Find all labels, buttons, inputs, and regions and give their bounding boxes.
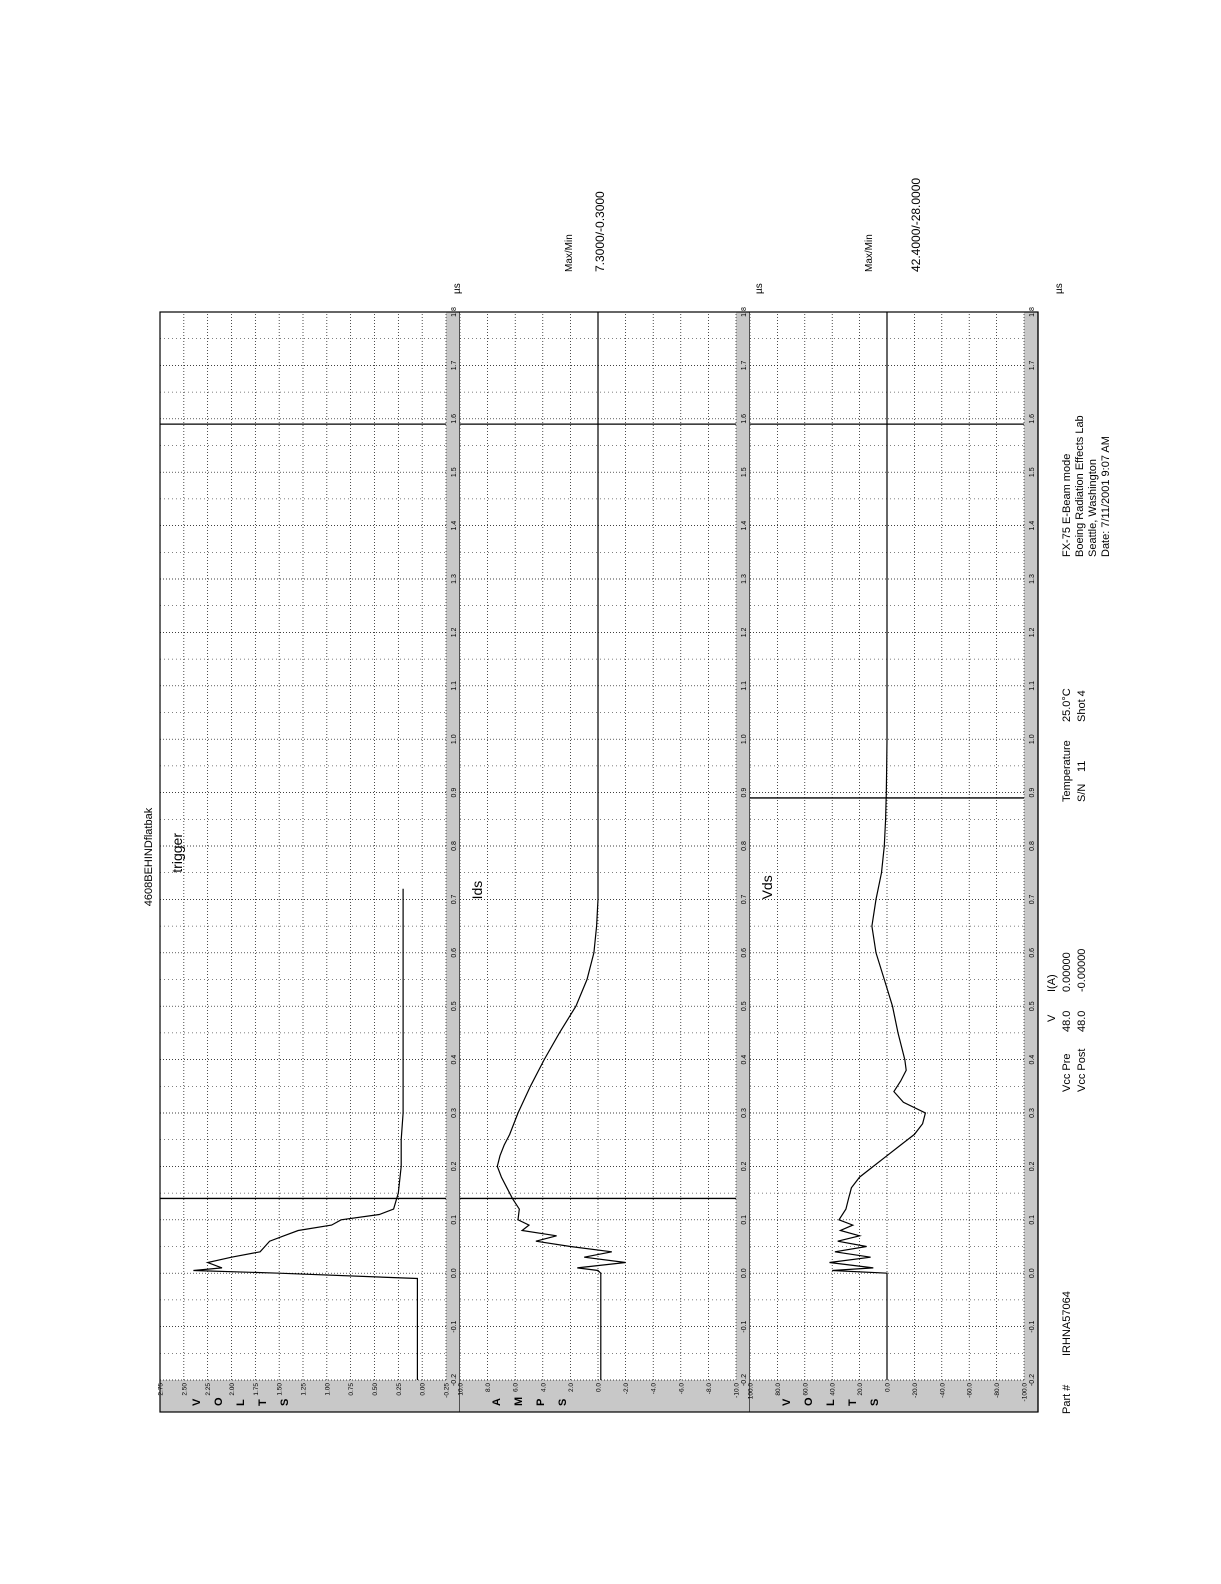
y-tick-label: 2.0 bbox=[567, 1383, 575, 1393]
x-tick-label: -0.1 bbox=[741, 1320, 748, 1333]
y-axis-letter: V bbox=[781, 1398, 793, 1406]
x-tick-label: -0.2 bbox=[741, 1373, 748, 1387]
y-tick-label: -60.0 bbox=[966, 1383, 974, 1398]
x-tick-label: 0.4 bbox=[1029, 1054, 1036, 1065]
x-tick-label: 0.5 bbox=[1029, 1001, 1036, 1012]
y-tick-label: 1.25 bbox=[300, 1383, 308, 1396]
report-footer bbox=[1046, 415, 1112, 1414]
x-tick-label: 1.4 bbox=[741, 520, 748, 531]
y-axis-letter: T bbox=[257, 1399, 269, 1406]
sn-value: 11 bbox=[1076, 760, 1088, 772]
x-tick-label: 0.9 bbox=[451, 787, 458, 798]
ids-maxmin-value: 7.3000/-0.3000 bbox=[593, 191, 607, 272]
ids-panel bbox=[458, 307, 751, 1412]
x-tick-label: 0.9 bbox=[741, 787, 748, 798]
y-tick-label: 0.75 bbox=[348, 1383, 356, 1396]
y-tick-label: 6.0 bbox=[512, 1383, 520, 1393]
x-tick-label: 0.7 bbox=[1029, 894, 1036, 905]
part-value: IRHNA57064 bbox=[1061, 1291, 1073, 1356]
y-tick-label: -2.0 bbox=[623, 1383, 631, 1395]
y-axis-letter: L bbox=[825, 1399, 837, 1406]
y-tick-label: 60.0 bbox=[802, 1383, 810, 1396]
vcc-post-label: Vcc Post bbox=[1076, 1048, 1088, 1092]
x-tick-label: 0.8 bbox=[741, 841, 748, 851]
x-tick-label: 1.3 bbox=[741, 574, 748, 584]
x-tick-label: 0.7 bbox=[451, 894, 458, 905]
ids-maxmin-label: Max/Min bbox=[564, 234, 575, 272]
trigger-panel bbox=[158, 307, 461, 1412]
y-tick-label: 0.25 bbox=[395, 1383, 403, 1396]
panel-label: Ids bbox=[469, 880, 485, 900]
y-axis-letter: S bbox=[279, 1398, 291, 1406]
x-unit-label-2: µs bbox=[754, 283, 765, 294]
y-axis-letter: A bbox=[491, 1398, 503, 1406]
x-tick-label: 0.9 bbox=[1029, 787, 1036, 798]
x-tick-label: 0.7 bbox=[741, 894, 748, 905]
x-tick-label: 1.6 bbox=[1029, 413, 1036, 424]
x-tick-label: 1.3 bbox=[1029, 574, 1036, 584]
y-tick-label: -40.0 bbox=[939, 1383, 947, 1398]
lab-line-2: Boeing Radiation Effects Lab bbox=[1074, 415, 1086, 557]
x-tick-label: -0.1 bbox=[1029, 1320, 1036, 1333]
x-tick-label: 1.1 bbox=[451, 680, 458, 691]
lab-line-4: Date: 7/11/2001 9:07 AM bbox=[1100, 436, 1112, 557]
i-header: I(A) bbox=[1046, 974, 1058, 992]
vcc-pre-label: Vcc Pre bbox=[1061, 1053, 1073, 1092]
x-tick-label: 1.1 bbox=[741, 680, 748, 691]
x-tick-label: -0.1 bbox=[451, 1320, 458, 1333]
x-tick-label: 1.4 bbox=[451, 520, 458, 531]
vcc-pre-i: 0.00000 bbox=[1061, 952, 1073, 992]
vds-maxmin-label: Max/Min bbox=[864, 234, 875, 272]
x-unit-label-3: µs bbox=[1054, 283, 1065, 294]
y-axis-letter: T bbox=[847, 1399, 859, 1406]
panel-label: Vds bbox=[759, 875, 775, 900]
x-tick-label: 0.2 bbox=[1029, 1161, 1036, 1172]
vds-panel bbox=[748, 307, 1039, 1412]
x-tick-label: 1.5 bbox=[741, 467, 748, 478]
x-tick-label: 1.3 bbox=[451, 574, 458, 584]
x-tick-label: 0.0 bbox=[451, 1268, 458, 1279]
lab-line-1: FX-75 E-Beam mode bbox=[1061, 453, 1073, 557]
y-tick-label: 4.0 bbox=[540, 1383, 548, 1393]
x-tick-label: 0.5 bbox=[741, 1001, 748, 1012]
x-tick-label: 0.3 bbox=[741, 1108, 748, 1118]
x-tick-label: 0.0 bbox=[1029, 1268, 1036, 1279]
y-tick-label: 0.00 bbox=[419, 1383, 427, 1396]
y-tick-label: 1.50 bbox=[276, 1383, 284, 1396]
y-tick-label: 10.0 bbox=[457, 1383, 465, 1396]
x-tick-label: -0.2 bbox=[1029, 1373, 1036, 1387]
x-tick-label: 1.8 bbox=[741, 307, 748, 317]
y-tick-label: -20.0 bbox=[911, 1383, 919, 1398]
x-tick-label: 0.1 bbox=[451, 1214, 458, 1225]
x-tick-label: 0.0 bbox=[741, 1268, 748, 1279]
y-tick-label: 0.50 bbox=[372, 1383, 379, 1396]
x-tick-label: 1.5 bbox=[451, 467, 458, 478]
x-tick-label: 0.2 bbox=[451, 1161, 458, 1172]
y-tick-label: -80.0 bbox=[994, 1383, 1002, 1398]
vds-maxmin-value: 42.4000/-28.0000 bbox=[909, 177, 923, 272]
temperature-value: 25.0°C bbox=[1061, 688, 1073, 722]
x-tick-label: 1.0 bbox=[741, 734, 748, 745]
vcc-post-i: -0.00000 bbox=[1076, 948, 1088, 992]
x-tick-label: 1.2 bbox=[1029, 627, 1036, 638]
y-tick-label: -0.25 bbox=[443, 1383, 451, 1398]
vcc-post-v: 48.0 bbox=[1076, 1010, 1088, 1032]
y-tick-label: -4.0 bbox=[650, 1383, 658, 1395]
lab-line-3: Seattle, Washington bbox=[1087, 458, 1099, 557]
x-tick-label: 1.4 bbox=[1029, 520, 1036, 531]
x-tick-label: 1.8 bbox=[451, 307, 458, 317]
y-tick-label: 8.0 bbox=[485, 1383, 493, 1393]
shot-label: Shot 4 bbox=[1076, 690, 1088, 722]
sn-label: S/N bbox=[1076, 783, 1088, 802]
x-tick-label: 1.1 bbox=[1029, 680, 1036, 691]
y-tick-label: 100.0 bbox=[747, 1383, 755, 1400]
y-axis-letter: S bbox=[557, 1398, 569, 1406]
x-tick-label: 0.8 bbox=[1029, 841, 1036, 851]
y-axis-letter: L bbox=[235, 1399, 247, 1406]
x-tick-label: -0.2 bbox=[451, 1373, 458, 1387]
y-axis-letter: O bbox=[803, 1397, 815, 1406]
x-tick-label: 0.6 bbox=[1029, 947, 1036, 958]
y-tick-label: 1.00 bbox=[324, 1383, 332, 1396]
x-tick-label: 0.1 bbox=[741, 1214, 748, 1225]
side-annotations bbox=[452, 178, 1065, 294]
x-tick-label: 0.6 bbox=[451, 947, 458, 958]
y-tick-label: 1.75 bbox=[252, 1383, 260, 1396]
y-tick-label: 2.50 bbox=[181, 1383, 189, 1396]
x-tick-label: 1.7 bbox=[741, 360, 748, 371]
y-tick-label: 2.75 bbox=[157, 1383, 165, 1396]
x-tick-label: 1.6 bbox=[741, 413, 748, 424]
x-tick-label: 1.6 bbox=[451, 413, 458, 424]
y-axis-letter: P bbox=[535, 1398, 547, 1406]
x-tick-label: 0.4 bbox=[451, 1054, 458, 1065]
x-tick-label: 0.3 bbox=[1029, 1108, 1036, 1118]
part-label: Part # bbox=[1061, 1384, 1073, 1414]
y-axis-letter: O bbox=[213, 1397, 225, 1406]
y-tick-label: 0.0 bbox=[595, 1383, 603, 1393]
x-tick-label: 1.7 bbox=[1029, 360, 1036, 371]
y-tick-label: 2.25 bbox=[205, 1383, 213, 1396]
y-axis-letter: M bbox=[513, 1396, 525, 1406]
x-tick-label: 0.8 bbox=[451, 841, 458, 851]
x-tick-label: 1.0 bbox=[1029, 734, 1036, 745]
y-tick-label: 0.0 bbox=[884, 1383, 892, 1393]
vcc-pre-v: 48.0 bbox=[1061, 1010, 1073, 1032]
x-tick-label: 0.3 bbox=[451, 1108, 458, 1118]
v-header: V bbox=[1046, 1014, 1058, 1022]
chart-area bbox=[143, 178, 1112, 1414]
y-tick-label: 40.0 bbox=[829, 1383, 837, 1396]
y-tick-label: -8.0 bbox=[705, 1383, 713, 1395]
y-axis-letter: S bbox=[869, 1398, 881, 1406]
y-tick-label: -10.0 bbox=[733, 1383, 741, 1398]
x-tick-label: 1.2 bbox=[451, 627, 458, 638]
x-unit-label-1: µs bbox=[452, 283, 463, 294]
x-tick-label: 0.1 bbox=[1029, 1214, 1036, 1225]
panel-label: trigger bbox=[169, 833, 185, 873]
y-tick-label: 20.0 bbox=[857, 1383, 865, 1396]
chart-title: 4608BEHINDflatbak bbox=[143, 807, 155, 907]
x-tick-label: 1.5 bbox=[1029, 467, 1036, 478]
y-axis-letter: V bbox=[191, 1398, 203, 1406]
x-tick-label: 0.4 bbox=[741, 1054, 748, 1065]
x-tick-label: 1.8 bbox=[1029, 307, 1036, 317]
x-tick-label: 1.7 bbox=[451, 360, 458, 371]
temperature-label: Temperature bbox=[1061, 740, 1073, 802]
x-tick-label: 0.5 bbox=[451, 1001, 458, 1012]
x-tick-label: 0.2 bbox=[741, 1161, 748, 1172]
y-tick-label: 80.0 bbox=[774, 1383, 782, 1396]
x-tick-label: 0.6 bbox=[741, 947, 748, 958]
x-tick-label: 1.2 bbox=[741, 627, 748, 638]
y-tick-label: -6.0 bbox=[678, 1383, 686, 1395]
y-tick-label: -100.0 bbox=[1021, 1383, 1029, 1402]
x-tick-label: 1.0 bbox=[451, 734, 458, 745]
y-tick-label: 2.00 bbox=[229, 1383, 236, 1396]
